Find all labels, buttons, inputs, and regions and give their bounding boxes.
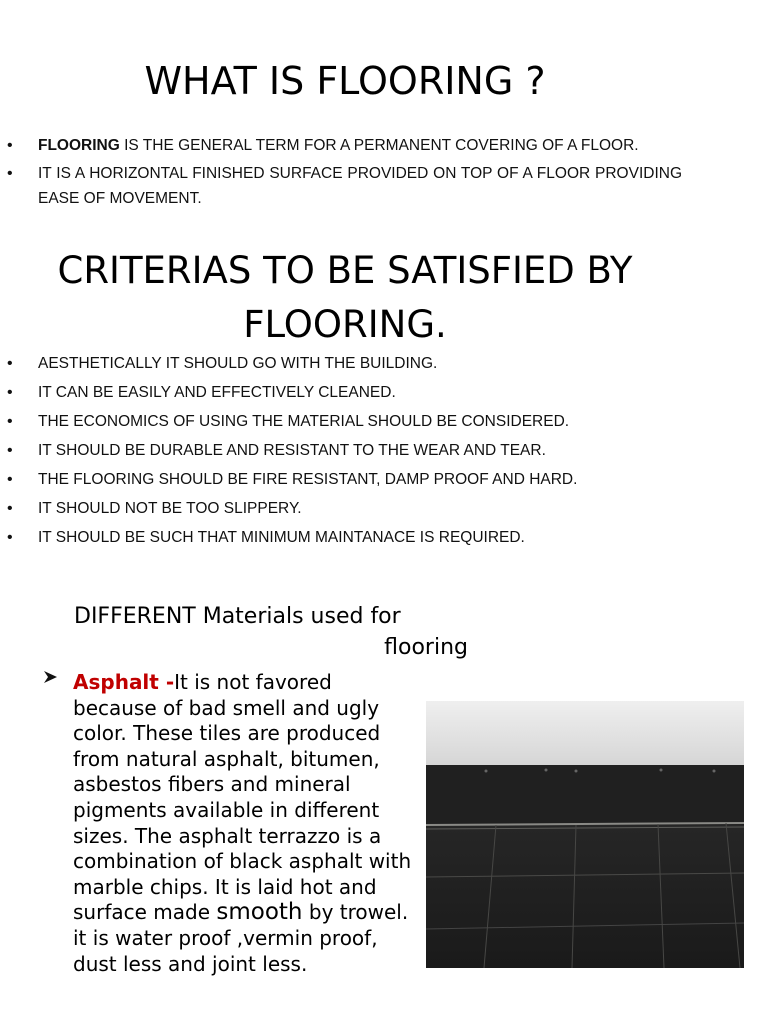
intro-text: IT IS A HORIZONTAL FINISHED SURFACE PROVIDED ON TOP OF A FLOOR PROVIDING EASE OF MOVEMENT. bbox=[38, 165, 682, 207]
intro-list bbox=[0, 133, 768, 214]
intro-item bbox=[0, 133, 768, 158]
arrowhead-bullet-icon bbox=[43, 670, 59, 689]
criteria-item: • THE FLOORING SHOULD BE FIRE RESISTANT, DAMP PROOF AND HARD. bbox=[0, 467, 768, 492]
materials-heading bbox=[74, 601, 468, 663]
asphalt-text: It is not favored because of bad smell and ugly color. These tiles are produced from natural asphalt, bitumen, asbestos fibers and mineral pigments available in different sizes. The asphalt terrazzo is a combination of black asphalt with marble chips. It is laid hot and surface made bbox=[73, 670, 412, 925]
materials-heading-line2: flooring bbox=[384, 635, 468, 660]
asphalt-emphasis: smooth bbox=[216, 899, 303, 926]
criteria-item: • IT SHOULD BE SUCH THAT MINIMUM MAINTANACE IS REQUIRED. bbox=[0, 525, 768, 550]
intro-item bbox=[0, 161, 768, 211]
criteria-list bbox=[0, 351, 768, 554]
materials-heading-line1: DIFFERENT Materials used for bbox=[74, 604, 401, 629]
criteria-item: • AESTHETICALLY IT SHOULD GO WITH THE BUILDING. bbox=[0, 351, 768, 376]
criteria-item: • IT CAN BE EASILY AND EFFECTIVELY CLEANED. bbox=[0, 380, 768, 405]
intro-text: IS THE GENERAL TERM FOR A PERMANENT COVERING OF A FLOOR. bbox=[119, 137, 639, 154]
asphalt-floor-photo bbox=[426, 701, 744, 968]
asphalt-description bbox=[73, 670, 413, 977]
criteria-item: • IT SHOULD BE DURABLE AND RESISTANT TO THE WEAR AND TEAR. bbox=[0, 438, 768, 463]
criteria-title-line2: FLOORING. bbox=[243, 303, 447, 346]
criteria-title-line1: CRITERIAS TO BE SATISFIED BY bbox=[57, 249, 633, 292]
criteria-item: • IT SHOULD NOT BE TOO SLIPPERY. bbox=[0, 496, 768, 521]
term-flooring: FLOORING bbox=[38, 137, 120, 154]
criteria-title bbox=[0, 244, 690, 352]
asphalt-text-end: by trowel. it is water proof ,vermin proof, dust less and joint less. bbox=[73, 900, 409, 976]
criteria-item: • THE ECONOMICS OF USING THE MATERIAL SHOULD BE CONSIDERED. bbox=[0, 409, 768, 434]
asphalt-keyword: Asphalt - bbox=[73, 670, 175, 694]
page-title: WHAT IS FLOORING ? bbox=[144, 59, 546, 103]
